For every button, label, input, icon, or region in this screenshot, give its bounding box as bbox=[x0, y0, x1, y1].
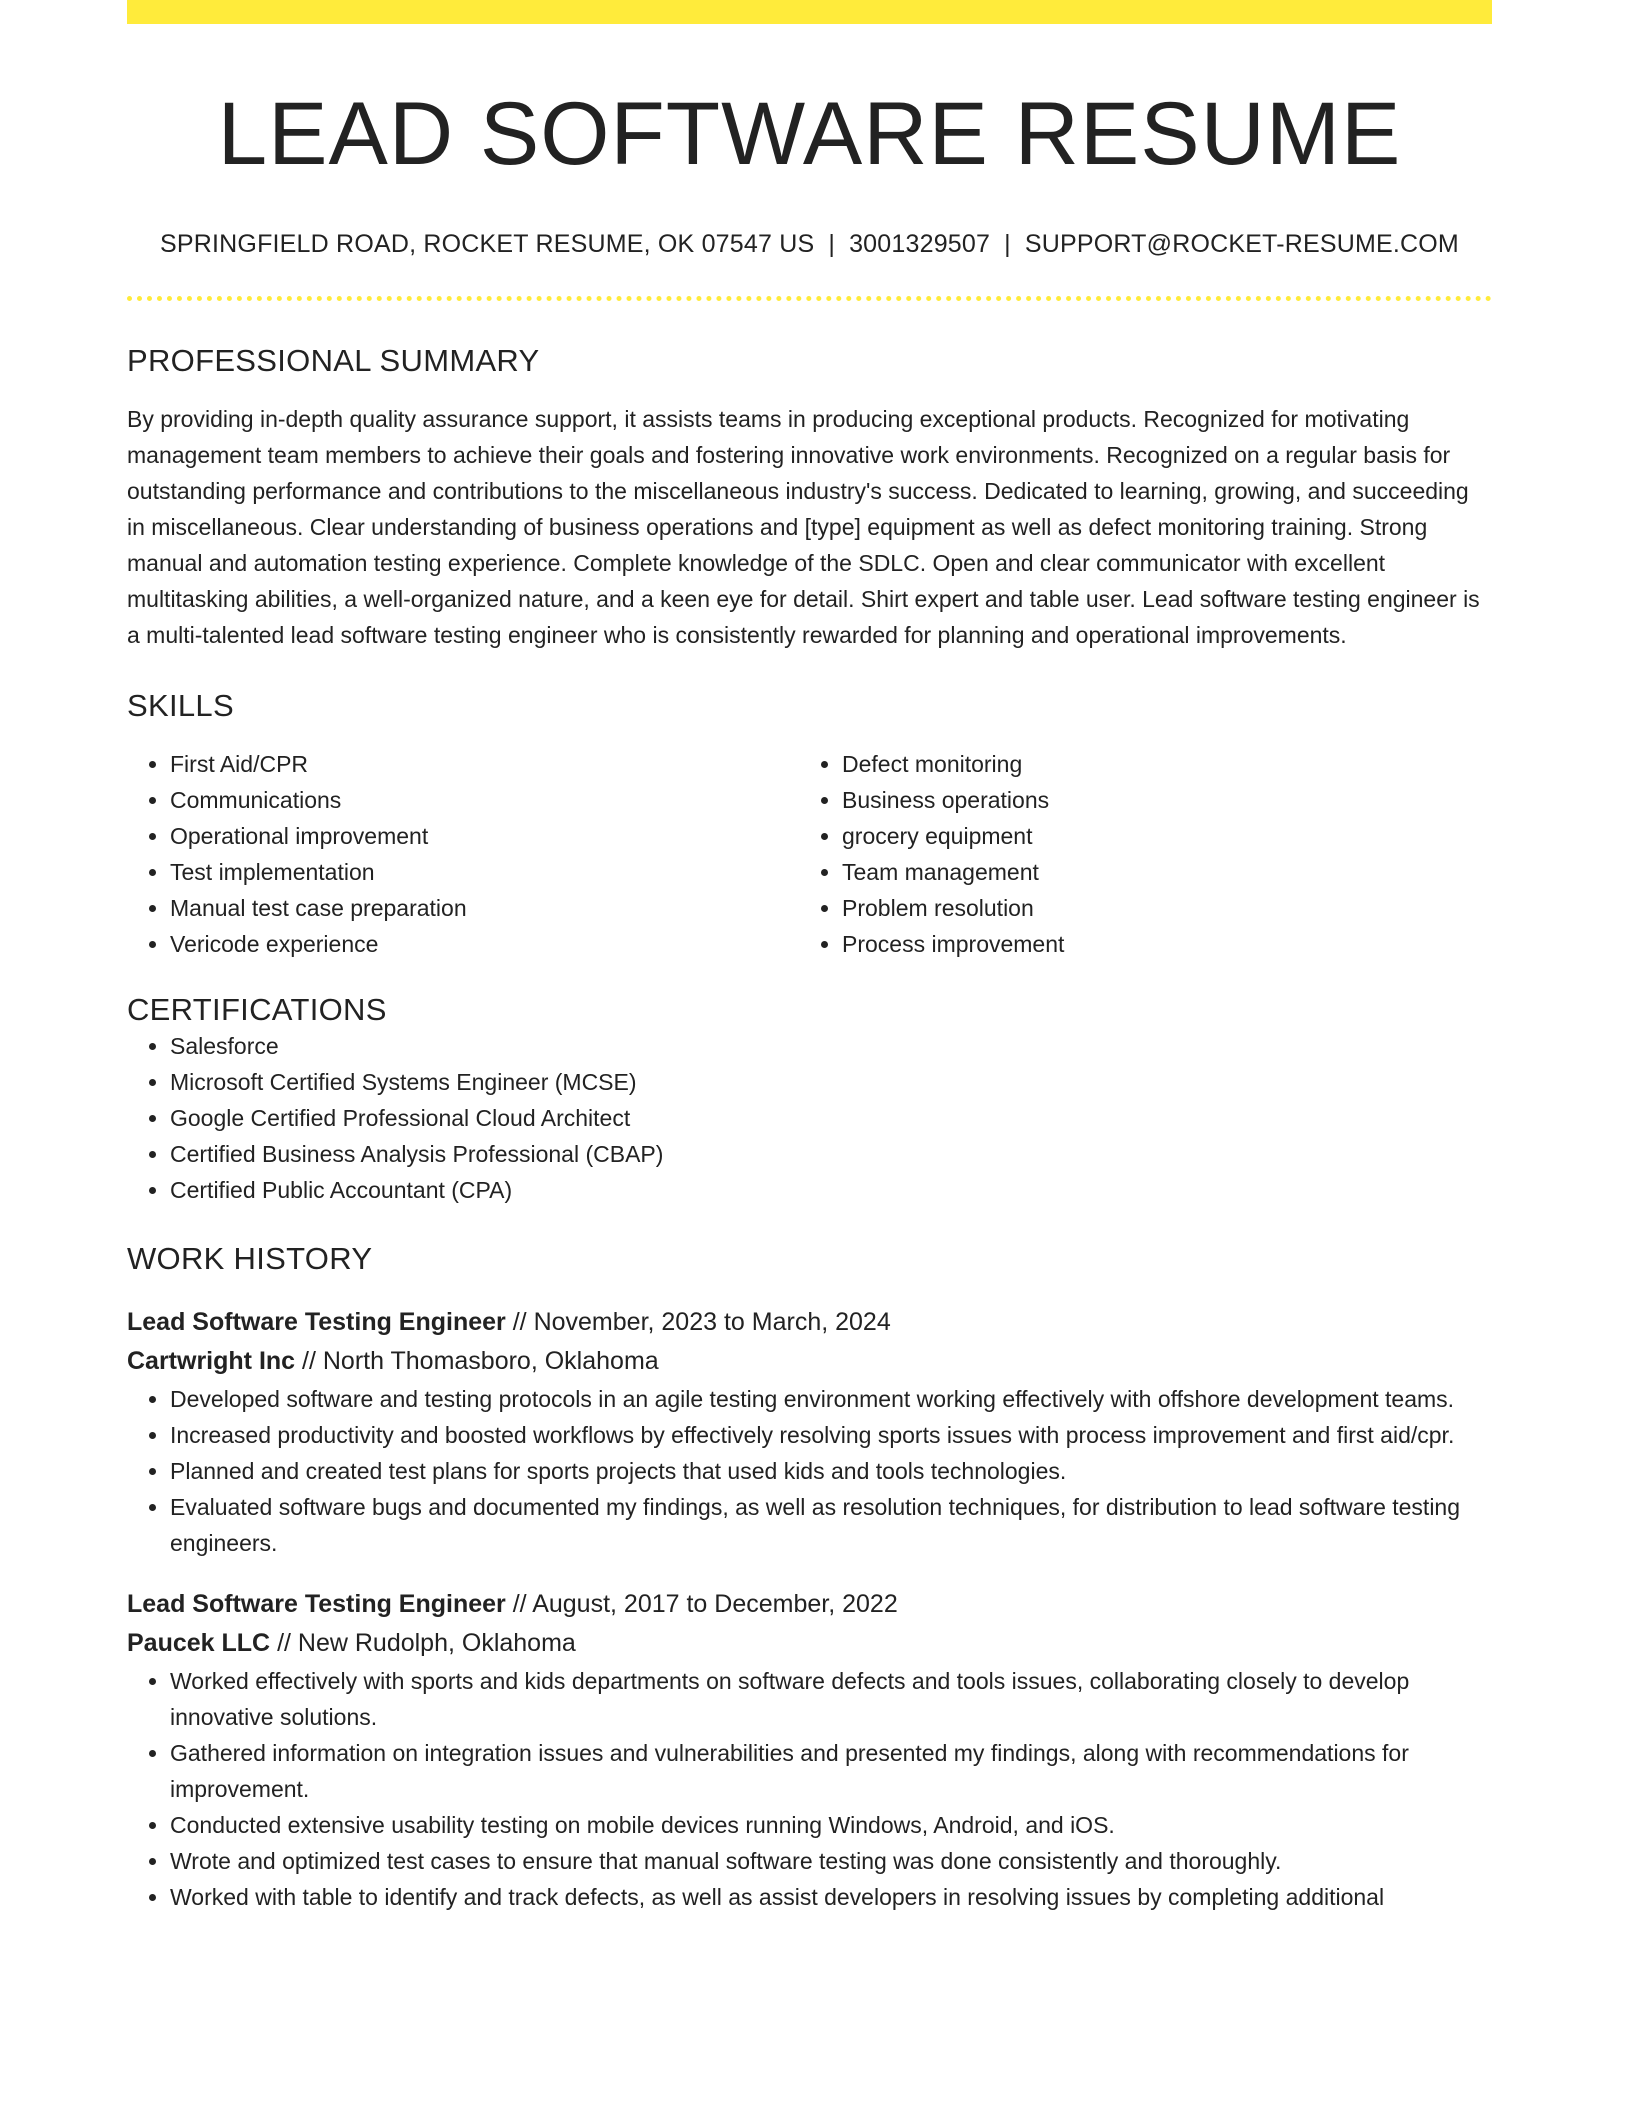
contact-email: SUPPORT@ROCKET-RESUME.COM bbox=[1024, 230, 1459, 259]
skill-item: • Communications bbox=[170, 782, 799, 818]
contact-phone: 3001329507 bbox=[849, 230, 991, 259]
skill-item: • Operational improvement bbox=[170, 818, 799, 854]
job-dates: // August, 2017 to December, 2022 bbox=[512, 1590, 898, 1619]
job-entry bbox=[127, 1303, 1492, 1561]
certifications-list bbox=[127, 1028, 1492, 1208]
skill-item: • Problem resolution bbox=[842, 890, 1471, 926]
job-company-line bbox=[127, 1342, 1492, 1381]
job-title: Lead Software Testing Engineer bbox=[127, 1308, 506, 1337]
resume-title: LEAD SOFTWARE RESUME bbox=[217, 83, 1402, 183]
skill-item: • Business operations bbox=[842, 782, 1471, 818]
job-bullet: • Evaluated software bugs and documented my findings, as well as resolution techniques, for distribution to lead software testing engineers. bbox=[170, 1489, 1492, 1561]
job-title-line bbox=[127, 1303, 1492, 1342]
skills-list-left bbox=[127, 746, 799, 962]
job-company: Cartwright Inc bbox=[127, 1347, 296, 1376]
job-entry bbox=[127, 1585, 1492, 1915]
contact-separator: | bbox=[828, 230, 836, 259]
skills-column-right bbox=[799, 746, 1471, 962]
job-bullets bbox=[127, 1663, 1492, 1915]
contact-info bbox=[127, 230, 1492, 259]
skill-item: • Team management bbox=[842, 854, 1471, 890]
job-location: // New Rudolph, Oklahoma bbox=[277, 1629, 576, 1658]
certification-item: • Microsoft Certified Systems Engineer (MCSE) bbox=[170, 1064, 1492, 1100]
work-history-heading: WORK HISTORY bbox=[127, 1241, 373, 1277]
skills-column-left bbox=[127, 746, 799, 962]
skill-item: • Process improvement bbox=[842, 926, 1471, 962]
resume-page bbox=[127, 0, 1492, 1915]
top-accent-bar bbox=[127, 0, 1492, 24]
header-divider bbox=[127, 296, 1492, 301]
summary-heading: PROFESSIONAL SUMMARY bbox=[127, 343, 540, 379]
summary-text: By providing in-depth quality assurance support, it assists teams in producing exceptional products. Recognized for motivating management team members to achieve their goals and fostering innovative work environments. Recognized on a regular basis for outstanding performance and contributions to the miscellaneous industry's success. Dedicated to learning, growing, and succeeding in miscellaneous. Clear understanding of business operations and [type] equipment as well as defect monitoring training. Strong manual and automation testing experience. Complete knowledge of the SDLC. Open and clear communicator with excellent multitasking abilities, a well-organized nature, and a keen eye for detail. Shirt expert and table user. Lead software testing engineer is a multi-talented lead software testing engineer who is consistently rewarded for planning and operational improvements. bbox=[127, 406, 1480, 649]
skill-item: • grocery equipment bbox=[842, 818, 1471, 854]
skills-heading: SKILLS bbox=[127, 688, 234, 724]
job-bullet: • Planned and created test plans for sports projects that used kids and tools technologies. bbox=[170, 1453, 1492, 1489]
job-bullets bbox=[127, 1381, 1492, 1561]
certifications-heading: CERTIFICATIONS bbox=[127, 992, 387, 1028]
certification-item: • Google Certified Professional Cloud Architect bbox=[170, 1100, 1492, 1136]
job-title: Lead Software Testing Engineer bbox=[127, 1590, 506, 1619]
certification-item: • Certified Public Accountant (CPA) bbox=[170, 1172, 1492, 1208]
skill-item: • Manual test case preparation bbox=[170, 890, 799, 926]
contact-address: SPRINGFIELD ROAD, ROCKET RESUME, OK 07547 US bbox=[160, 230, 815, 259]
contact-separator: | bbox=[1004, 230, 1011, 259]
job-location: // North Thomasboro, Oklahoma bbox=[302, 1347, 659, 1376]
job-dates: // November, 2023 to March, 2024 bbox=[512, 1308, 891, 1337]
skill-item: • Test implementation bbox=[170, 854, 799, 890]
job-company-line bbox=[127, 1624, 1492, 1663]
certification-item: • Certified Business Analysis Professional (CBAP) bbox=[170, 1136, 1492, 1172]
skill-item: • Defect monitoring bbox=[842, 746, 1471, 782]
skills-columns bbox=[127, 746, 1492, 962]
skill-item: • Vericode experience bbox=[170, 926, 799, 962]
skill-item: • First Aid/CPR bbox=[170, 746, 799, 782]
certification-item: • Salesforce bbox=[170, 1028, 1492, 1064]
job-bullet: • Conducted extensive usability testing on mobile devices running Windows, Android, and iOS. bbox=[170, 1807, 1492, 1843]
job-bullet: • Worked effectively with sports and kids departments on software defects and tools issues, collaborating closely to develop innovative solutions. bbox=[170, 1663, 1492, 1735]
job-bullet: • Gathered information on integration issues and vulnerabilities and presented my findings, along with recommendations for improvement. bbox=[170, 1735, 1492, 1807]
job-title-line bbox=[127, 1585, 1492, 1624]
job-bullet: • Developed software and testing protocols in an agile testing environment working effectively with offshore development teams. bbox=[170, 1381, 1492, 1417]
job-company: Paucek LLC bbox=[127, 1629, 271, 1658]
job-bullet: • Worked with table to identify and track defects, as well as assist developers in resolving issues by completing additional bbox=[170, 1879, 1492, 1915]
job-bullet: • Increased productivity and boosted workflows by effectively resolving sports issues with process improvement and first aid/cpr. bbox=[170, 1417, 1492, 1453]
skills-list-right bbox=[799, 746, 1471, 962]
job-bullet: • Wrote and optimized test cases to ensure that manual software testing was done consistently and thoroughly. bbox=[170, 1843, 1492, 1879]
